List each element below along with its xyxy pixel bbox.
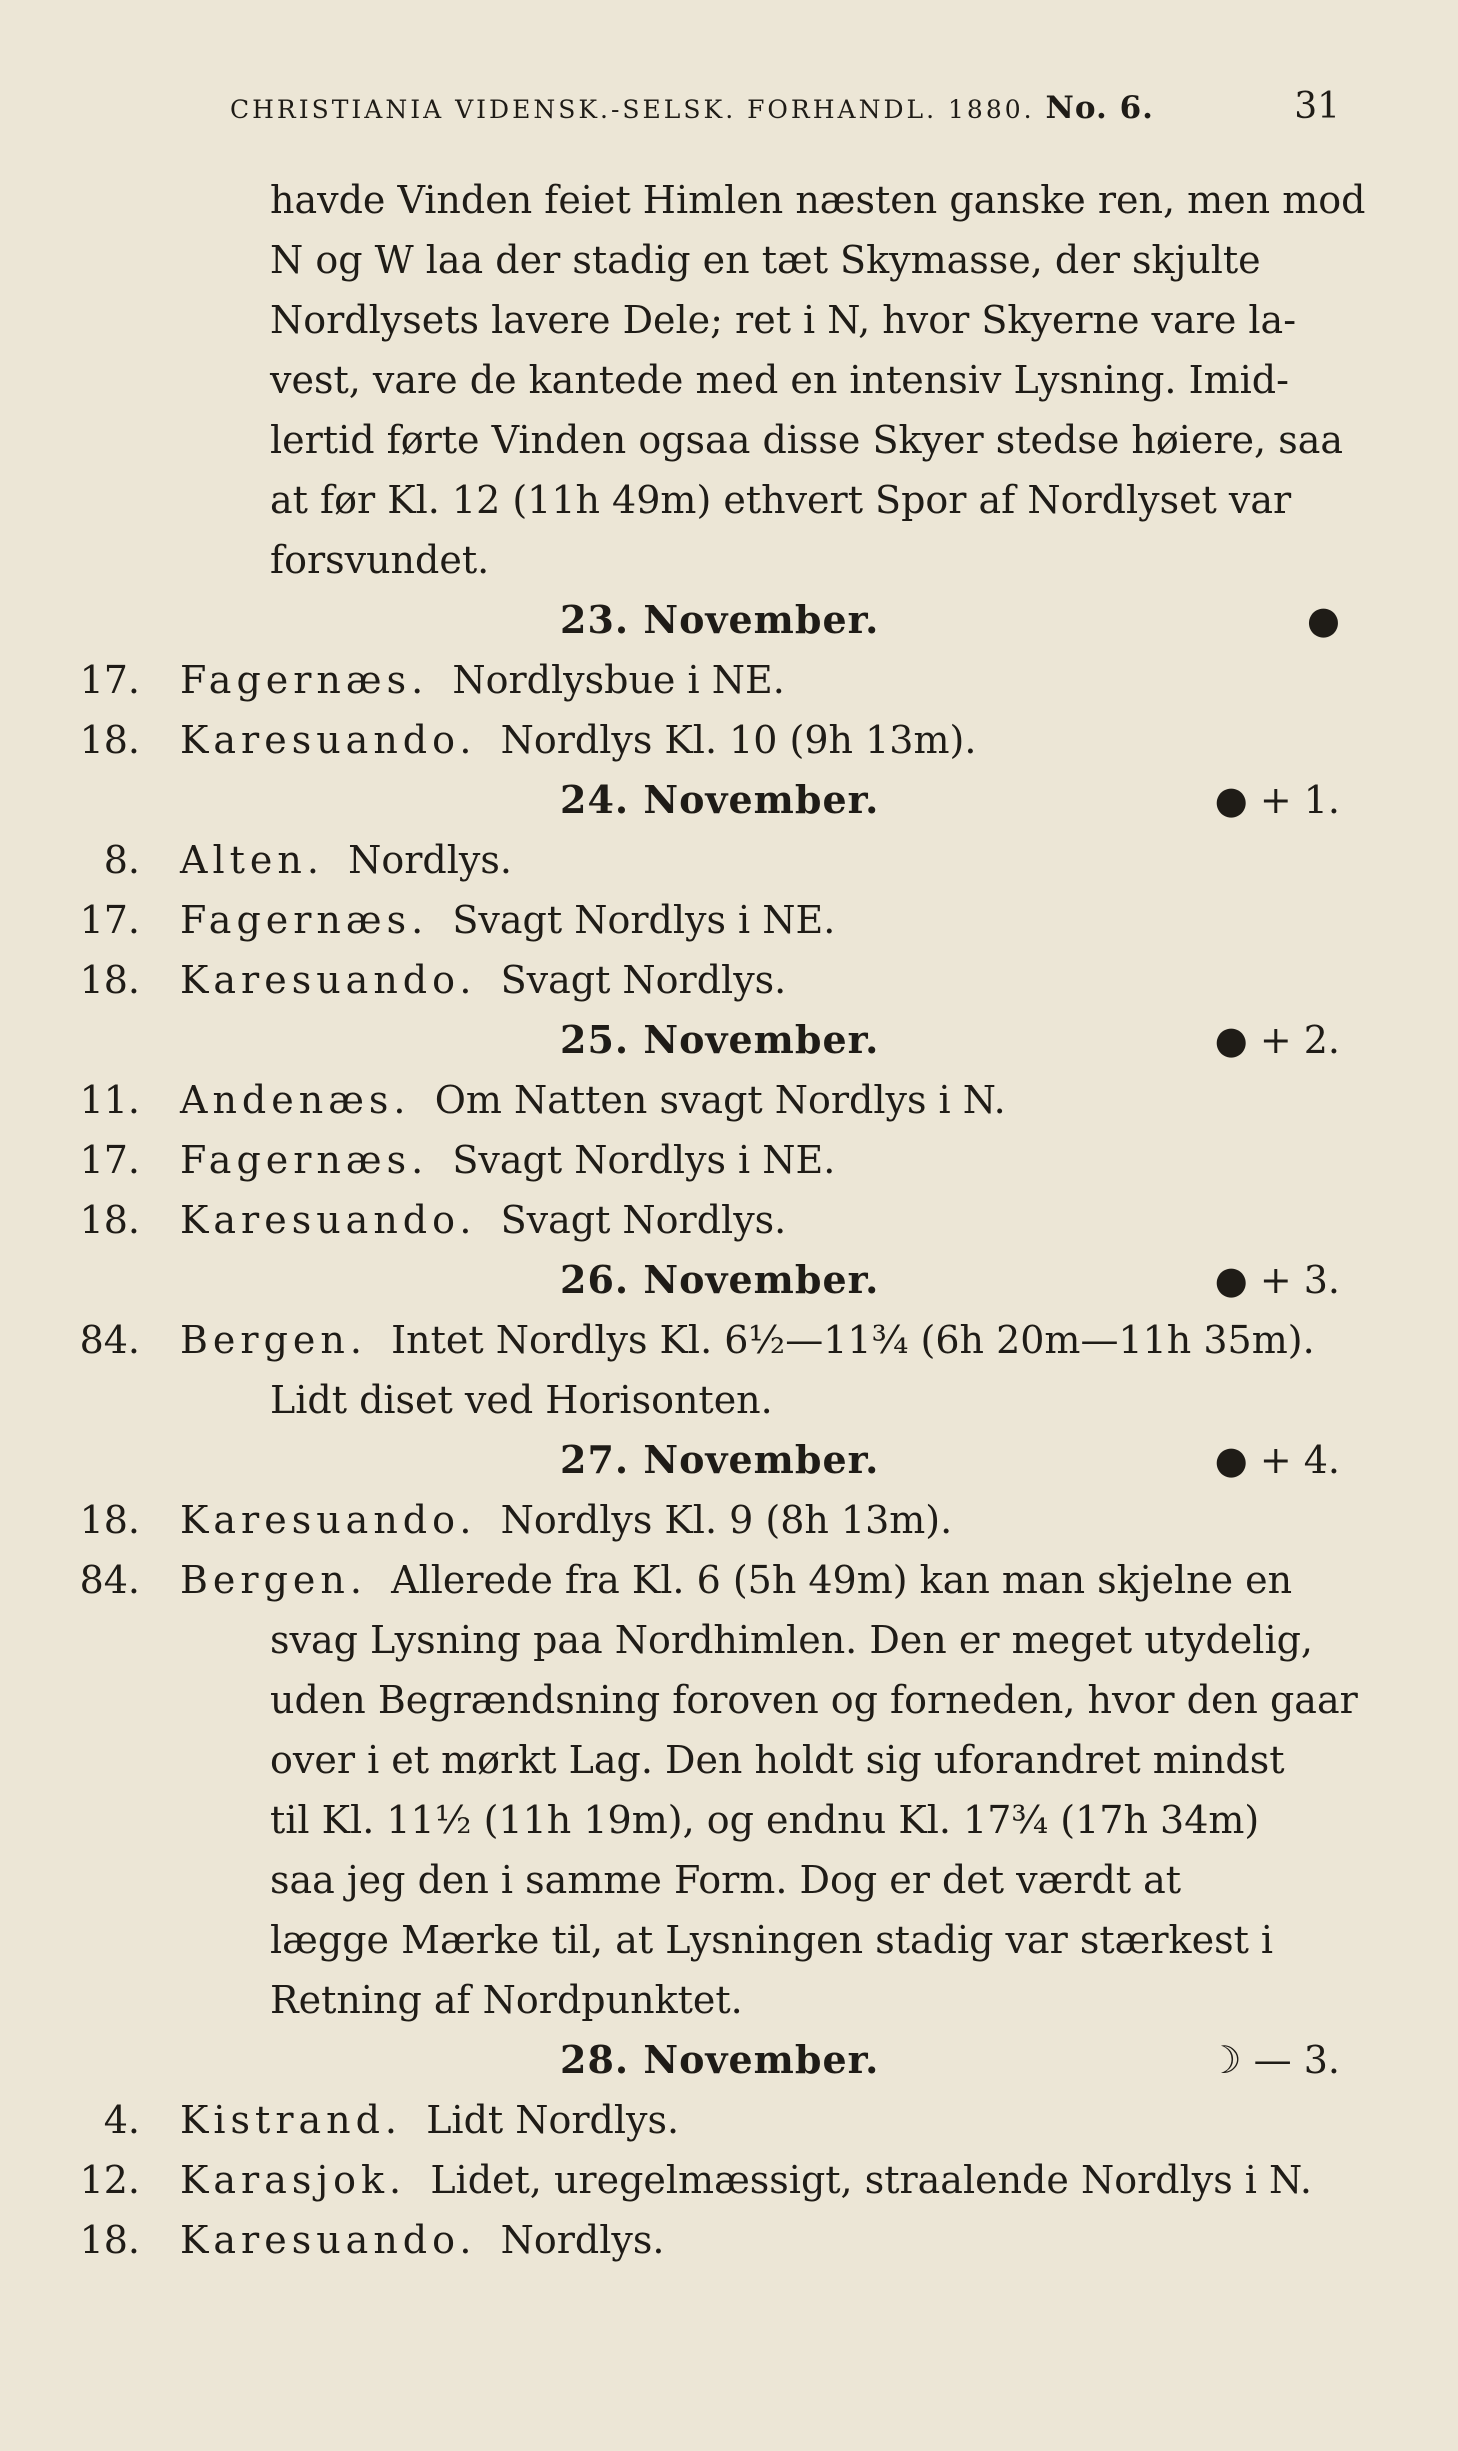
page-number: 31: [1294, 86, 1340, 127]
station-name: Karesuando.: [180, 1198, 477, 1242]
station-name: Karesuando.: [180, 2218, 477, 2262]
entry-row: [0, 2090, 1400, 2150]
station-number: 17.: [79, 658, 140, 702]
entry-continuation: svag Lysning paa Nordhimlen. Den er meget utydelig,: [270, 1618, 1313, 1662]
station-number: 17.: [79, 1138, 140, 1182]
observation-text: Nordlys Kl. 10 (9h 13m).: [500, 718, 977, 762]
intro-line: forsvundet.: [270, 538, 490, 582]
station-name: Fagernæs.: [180, 1138, 429, 1182]
moon-phase: ● + 4.: [1214, 1438, 1340, 1482]
observation-text: Nordlysbue i NE.: [452, 658, 785, 702]
observation-text: Svagt Nordlys i NE.: [452, 898, 836, 942]
observation-text: Nordlys.: [500, 2218, 665, 2262]
date-heading: 27. November.: [560, 1437, 880, 1482]
station-number: 84.: [79, 1318, 140, 1362]
running-header: [230, 86, 1340, 127]
moon-phase: ● + 3.: [1214, 1258, 1340, 1302]
intro-line: Nordlysets lavere Dele; ret i N, hvor Skyerne vare la-: [270, 298, 1297, 342]
station-number: 8.: [103, 838, 140, 882]
entry-continuation: Retning af Nordpunktet.: [270, 1978, 743, 2022]
entry-continuation: over i et mørkt Lag. Den holdt sig uforandret mindst: [270, 1738, 1285, 1782]
station-number: 18.: [79, 1498, 140, 1542]
entry-row: [0, 890, 1400, 950]
station-name: Karesuando.: [180, 1498, 477, 1542]
station-name: Bergen.: [180, 1318, 367, 1362]
intro-line: havde Vinden feiet Himlen næsten ganske ren, men mod: [270, 178, 1366, 222]
observation-text: Svagt Nordlys.: [500, 1198, 787, 1242]
entry-continuation: uden Begrændsning foroven og forneden, hvor den gaar: [270, 1678, 1358, 1722]
observation-text: Nordlys.: [348, 838, 512, 882]
station-number: 84.: [79, 1558, 140, 1602]
observation-text: Svagt Nordlys i NE.: [452, 1138, 836, 1182]
observation-text: Lidet, uregelmæssigt, straalende Nordlys i N.: [430, 2158, 1312, 2202]
observation-text: Nordlys Kl. 9 (8h 13m).: [500, 1498, 953, 1542]
moon-phase: ☽ — 3.: [1207, 2038, 1340, 2082]
issue-number: No. 6.: [1045, 90, 1154, 126]
date-heading: 23. November.: [560, 597, 880, 642]
entry-row: [0, 1490, 1400, 1550]
station-number: 12.: [79, 2158, 140, 2202]
station-name: Fagernæs.: [180, 658, 429, 702]
date-heading: 26. November.: [560, 1257, 880, 1302]
entry-row: [0, 950, 1400, 1010]
date-heading: 25. November.: [560, 1017, 880, 1062]
entry-continuation: til Kl. 11½ (11h 19m), og endnu Kl. 17¾ (17h 34m): [270, 1798, 1260, 1842]
moon-phase: ●: [1306, 598, 1340, 642]
entry-row: [0, 1190, 1400, 1250]
station-number: 11.: [79, 1078, 140, 1122]
observation-text: Lidt Nordlys.: [426, 2098, 680, 2142]
entry-row: [0, 830, 1400, 890]
intro-line: N og W laa der stadig en tæt Skymasse, der skjulte: [270, 238, 1261, 282]
intro-line: vest, vare de kantede med en intensiv Lysning. Imid-: [270, 358, 1289, 402]
intro-line: lertid førte Vinden ogsaa disse Skyer stedse høiere, saa: [270, 418, 1344, 462]
entry-row: [0, 1550, 1400, 1610]
station-number: 18.: [79, 1198, 140, 1242]
station-name: Bergen.: [180, 1558, 367, 1602]
entry-continuation: lægge Mærke til, at Lysningen stadig var stærkest i: [270, 1918, 1274, 1962]
station-number: 18.: [79, 718, 140, 762]
station-name: Kistrand.: [180, 2098, 403, 2142]
entry-row: [0, 2150, 1400, 2210]
station-name: Karesuando.: [180, 958, 477, 1002]
station-name: Alten.: [180, 838, 324, 882]
observation-text: Intet Nordlys Kl. 6½—11¾ (6h 20m—11h 35m).: [391, 1318, 1315, 1362]
entry-continuation: Lidt diset ved Horisonten.: [270, 1378, 773, 1422]
observation-text: Allerede fra Kl. 6 (5h 49m) kan man skjelne en: [391, 1558, 1293, 1602]
entry-row: [0, 710, 1400, 770]
entry-continuation: saa jeg den i samme Form. Dog er det værdt at: [270, 1858, 1182, 1902]
date-heading: 24. November.: [560, 777, 880, 822]
entry-row: [0, 1070, 1400, 1130]
entry-row: [0, 650, 1400, 710]
moon-phase: ● + 2.: [1214, 1018, 1340, 1062]
entry-row: [0, 2210, 1400, 2270]
station-name: Andenæs.: [180, 1078, 411, 1122]
intro-line: at før Kl. 12 (11h 49m) ethvert Spor af Nordlyset var: [270, 478, 1292, 522]
entry-row: [0, 1310, 1400, 1370]
station-name: Karasjok.: [180, 2158, 407, 2202]
station-number: 4.: [103, 2098, 140, 2142]
station-number: 18.: [79, 958, 140, 1002]
station-number: 18.: [79, 2218, 140, 2262]
station-name: Fagernæs.: [180, 898, 429, 942]
observation-text: Svagt Nordlys.: [500, 958, 787, 1002]
moon-phase: ● + 1.: [1214, 778, 1340, 822]
station-number: 17.: [79, 898, 140, 942]
station-name: Karesuando.: [180, 718, 477, 762]
date-heading: 28. November.: [560, 2037, 880, 2082]
entry-row: [0, 1130, 1400, 1190]
observation-text: Om Natten svagt Nordlys i N.: [434, 1078, 1006, 1122]
journal-title: CHRISTIANIA VIDENSK.-SELSK. FORHANDL. 1880.: [230, 95, 1035, 124]
